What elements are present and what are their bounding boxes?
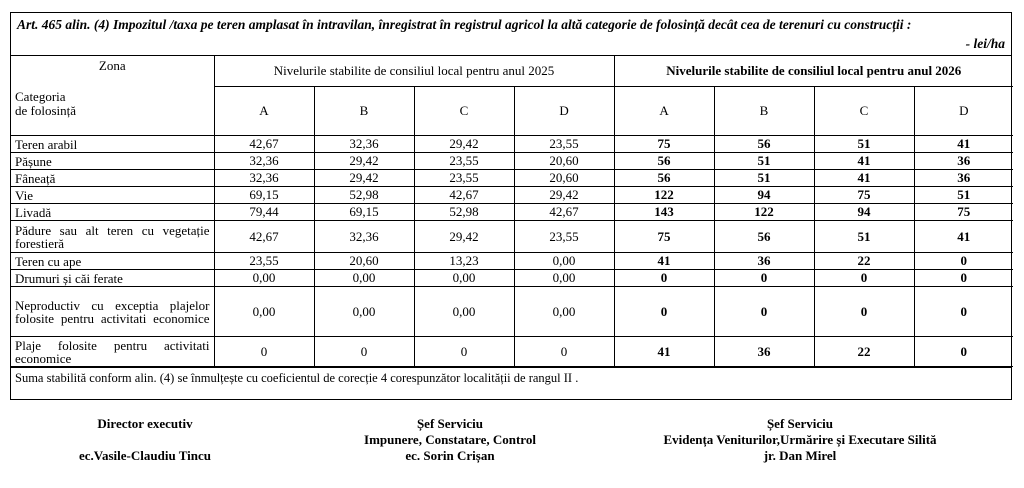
value-2025: 23,55 bbox=[414, 170, 514, 187]
group-header-2025: Nivelurile stabilite de consiliul local pentru anul 2025 bbox=[214, 56, 614, 86]
signature-director bbox=[60, 416, 230, 464]
value-2025: 0,00 bbox=[414, 270, 514, 287]
table-row bbox=[11, 204, 1013, 221]
value-2026: 0 bbox=[814, 270, 914, 287]
value-2025: 69,15 bbox=[314, 204, 414, 221]
table-row bbox=[11, 187, 1013, 204]
value-2025: 29,42 bbox=[314, 170, 414, 187]
article-title: Art. 465 alin. (4) Impozitul /taxa pe teren amplasat în intravilan, înregistrat în registrul agricol la altă categorie de folosință decât cea de terenuri cu construcții : bbox=[17, 17, 912, 32]
value-2025: 0,00 bbox=[214, 287, 314, 337]
value-2026: 22 bbox=[814, 253, 914, 270]
value-2026: 94 bbox=[814, 204, 914, 221]
value-2025: 29,42 bbox=[414, 221, 514, 253]
table-row bbox=[11, 136, 1013, 153]
signature-name: ec.Vasile-Claudiu Tincu bbox=[79, 448, 211, 463]
table-row bbox=[11, 153, 1013, 170]
value-2025: 79,44 bbox=[214, 204, 314, 221]
signature-subtitle: Evidența Veniturilor,Urmărire și Executare Silită bbox=[663, 432, 937, 447]
value-2025: 20,60 bbox=[314, 253, 414, 270]
value-2025: 42,67 bbox=[214, 136, 314, 153]
zone-category-header bbox=[11, 56, 214, 136]
value-2025: 32,36 bbox=[214, 153, 314, 170]
value-2025: 0,00 bbox=[514, 270, 614, 287]
value-2025: 69,15 bbox=[214, 187, 314, 204]
table-row bbox=[11, 337, 1013, 367]
value-2026: 94 bbox=[714, 187, 814, 204]
category-name: Fâneață bbox=[11, 170, 214, 187]
category-name: Plaje folosite pentru activitati economice bbox=[11, 337, 214, 367]
value-2026: 0 bbox=[914, 287, 1013, 337]
signature-title: Șef Serviciu bbox=[766, 416, 834, 431]
value-2025: 52,98 bbox=[314, 187, 414, 204]
value-2025: 0,00 bbox=[414, 287, 514, 337]
group-header-2026: Nivelurile stabilite de consiliul local pentru anul 2026 bbox=[614, 56, 1013, 86]
value-2026: 75 bbox=[614, 136, 714, 153]
value-2025: 29,42 bbox=[314, 153, 414, 170]
value-2026: 122 bbox=[714, 204, 814, 221]
value-2026: 0 bbox=[914, 270, 1013, 287]
value-2025: 32,36 bbox=[214, 170, 314, 187]
value-2026: 51 bbox=[814, 221, 914, 253]
value-2026: 143 bbox=[614, 204, 714, 221]
value-2026: 56 bbox=[614, 170, 714, 187]
category-name: Drumuri și căi ferate bbox=[11, 270, 214, 287]
value-2025: 0 bbox=[514, 337, 614, 367]
table-row bbox=[11, 221, 1013, 253]
tax-table-frame bbox=[10, 12, 1012, 400]
zone-b-2025: B bbox=[314, 86, 414, 135]
unit-label: - lei/ha bbox=[965, 36, 1005, 51]
value-2026: 51 bbox=[814, 136, 914, 153]
value-2025: 23,55 bbox=[514, 136, 614, 153]
zone-d-2025: D bbox=[514, 86, 614, 135]
value-2026: 41 bbox=[814, 170, 914, 187]
tax-table bbox=[11, 56, 1013, 367]
value-2025: 23,55 bbox=[214, 253, 314, 270]
value-2026: 75 bbox=[814, 187, 914, 204]
value-2025: 13,23 bbox=[414, 253, 514, 270]
value-2025: 0,00 bbox=[214, 270, 314, 287]
value-2025: 32,36 bbox=[314, 136, 414, 153]
value-2025: 0 bbox=[414, 337, 514, 367]
value-2026: 0 bbox=[614, 287, 714, 337]
category-name: Neproductiv cu exceptia plajelor folosite pentru activitati economice bbox=[11, 287, 214, 337]
value-2025: 42,67 bbox=[514, 204, 614, 221]
value-2025: 52,98 bbox=[414, 204, 514, 221]
value-2026: 51 bbox=[914, 187, 1013, 204]
value-2026: 75 bbox=[914, 204, 1013, 221]
value-2025: 0,00 bbox=[514, 253, 614, 270]
signature-title: Șef Serviciu bbox=[416, 416, 484, 431]
zone-a-2026: A bbox=[614, 86, 714, 135]
value-2026: 51 bbox=[714, 170, 814, 187]
table-row bbox=[11, 270, 1013, 287]
value-2026: 41 bbox=[914, 136, 1013, 153]
value-2026: 0 bbox=[714, 287, 814, 337]
zone-d-2026: D bbox=[914, 86, 1013, 135]
value-2025: 0,00 bbox=[514, 287, 614, 337]
value-2025: 0 bbox=[214, 337, 314, 367]
signature-impunere bbox=[330, 416, 570, 464]
value-2026: 36 bbox=[914, 153, 1013, 170]
value-2025: 29,42 bbox=[514, 187, 614, 204]
zona-label: Zona bbox=[98, 58, 126, 73]
table-row bbox=[11, 287, 1013, 337]
table-row bbox=[11, 253, 1013, 270]
value-2026: 22 bbox=[814, 337, 914, 367]
value-2026: 75 bbox=[614, 221, 714, 253]
zone-a-2025: A bbox=[214, 86, 314, 135]
category-name: Pădure sau alt teren cu vegetație forestieră bbox=[11, 221, 214, 253]
value-2025: 20,60 bbox=[514, 170, 614, 187]
value-2025: 0,00 bbox=[314, 270, 414, 287]
value-2025: 42,67 bbox=[214, 221, 314, 253]
category-name: Pășune bbox=[11, 153, 214, 170]
article-header bbox=[11, 13, 1011, 56]
zone-c-2025: C bbox=[414, 86, 514, 135]
value-2026: 51 bbox=[714, 153, 814, 170]
zone-c-2026: C bbox=[814, 86, 914, 135]
value-2026: 0 bbox=[814, 287, 914, 337]
signature-title: Director executiv bbox=[97, 416, 193, 431]
value-2026: 56 bbox=[714, 136, 814, 153]
value-2025: 0 bbox=[314, 337, 414, 367]
value-2026: 56 bbox=[714, 221, 814, 253]
value-2026: 41 bbox=[614, 337, 714, 367]
value-2026: 41 bbox=[914, 221, 1013, 253]
value-2025: 20,60 bbox=[514, 153, 614, 170]
value-2026: 36 bbox=[714, 337, 814, 367]
signature-name: ec. Sorin Crișan bbox=[405, 448, 495, 463]
value-2026: 41 bbox=[814, 153, 914, 170]
categoria-label: Categoria de folosință bbox=[15, 89, 77, 118]
value-2026: 0 bbox=[914, 337, 1013, 367]
table-row bbox=[11, 170, 1013, 187]
category-name: Vie bbox=[11, 187, 214, 204]
category-name: Teren cu ape bbox=[11, 253, 214, 270]
value-2025: 32,36 bbox=[314, 221, 414, 253]
correction-note: Suma stabilită conform alin. (4) se înmulțește cu coeficientul de corecție 4 corespunzător localității de rangul II . bbox=[11, 367, 1011, 399]
value-2026: 122 bbox=[614, 187, 714, 204]
value-2026: 0 bbox=[614, 270, 714, 287]
signature-subtitle: Impunere, Constatare, Control bbox=[364, 432, 536, 447]
signature-evidenta bbox=[590, 416, 1010, 464]
value-2026: 41 bbox=[614, 253, 714, 270]
value-2026: 36 bbox=[914, 170, 1013, 187]
value-2025: 29,42 bbox=[414, 136, 514, 153]
value-2025: 0,00 bbox=[314, 287, 414, 337]
zone-b-2026: B bbox=[714, 86, 814, 135]
value-2025: 42,67 bbox=[414, 187, 514, 204]
value-2026: 0 bbox=[914, 253, 1013, 270]
value-2026: 36 bbox=[714, 253, 814, 270]
signature-name: jr. Dan Mirel bbox=[763, 448, 837, 463]
value-2026: 0 bbox=[714, 270, 814, 287]
category-name: Livadă bbox=[11, 204, 214, 221]
category-name: Teren arabil bbox=[11, 136, 214, 153]
value-2026: 56 bbox=[614, 153, 714, 170]
value-2025: 23,55 bbox=[414, 153, 514, 170]
value-2025: 23,55 bbox=[514, 221, 614, 253]
